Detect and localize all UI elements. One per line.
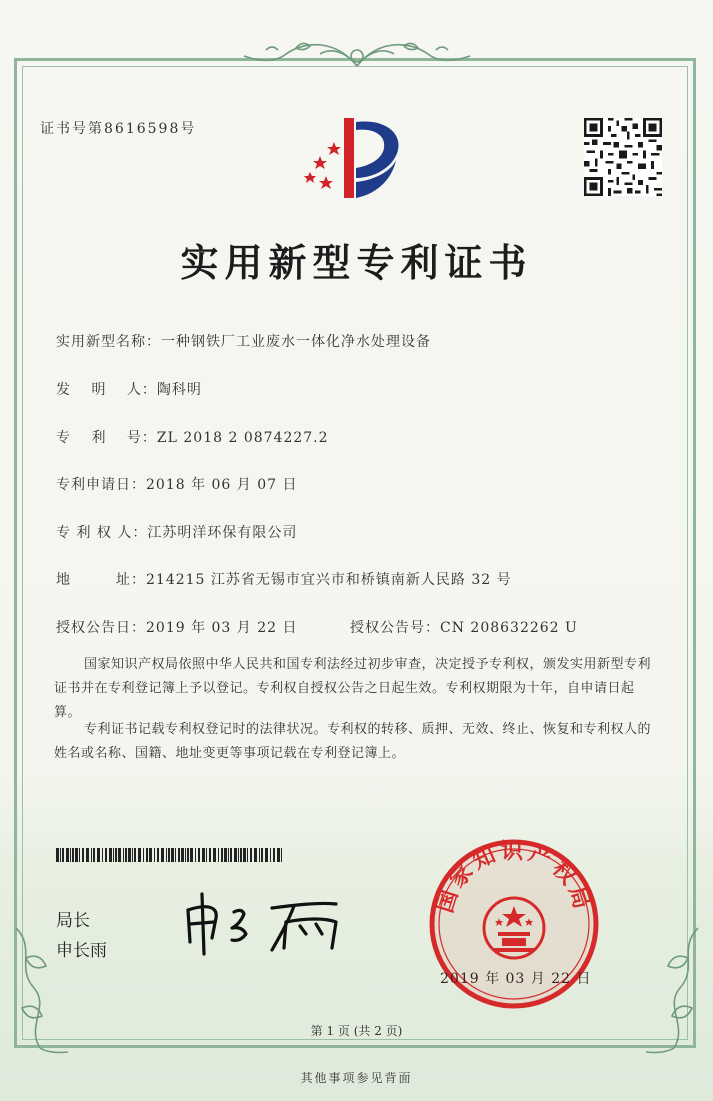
barcode-icon xyxy=(56,848,284,862)
back-side-note: 其他事项参见背面 xyxy=(300,1071,413,1085)
address-value: 214215 江苏省无锡市宜兴市和桥镇南新人民路 32 号 xyxy=(146,572,512,588)
signatory-name: 申长雨 xyxy=(56,941,107,961)
patent-office-logo-icon xyxy=(296,112,412,204)
utility-model-name: 一种钢铁厂工业废水一体化净水处理设备 xyxy=(161,334,431,350)
field-label: 地 址： xyxy=(56,572,146,588)
grant-number-row xyxy=(350,617,578,637)
grant-number: CN 208632262 U xyxy=(440,620,578,636)
grant-date-row xyxy=(56,617,298,637)
legal-status-paragraph: 专利证书记载专利权登记时的法律状况。专利权的转移、质押、无效、终止、恢复和专利权人的姓名或名称、国籍、地址变更等事项记载在专利登记簿上。 xyxy=(54,722,652,761)
field-label: 专 利 权 人： xyxy=(56,525,148,541)
grant-date: 2019 年 03 月 22 日 xyxy=(146,620,298,636)
qr-code-icon xyxy=(584,118,662,196)
page-number: 第 1 页 (共 2 页) xyxy=(310,1024,403,1038)
field-label: 授权公告号： xyxy=(350,620,440,636)
utility-model-name-row xyxy=(56,331,431,351)
patent-number-row xyxy=(56,427,329,447)
field-label: 授权公告日： xyxy=(56,620,146,636)
handwritten-signature-icon xyxy=(176,888,356,958)
inventor-row xyxy=(56,379,202,399)
signatory-title: 局长 xyxy=(56,911,90,931)
certificate-number: 证书号第8616598号 xyxy=(40,121,197,137)
field-label: 实用新型名称： xyxy=(56,334,161,350)
certificate-title: 实用新型专利证书 xyxy=(180,240,533,285)
application-date-row xyxy=(56,474,298,494)
address-row xyxy=(56,569,512,589)
patentee-row xyxy=(56,522,297,542)
patentee-name: 江苏明洋环保有限公司 xyxy=(147,525,298,541)
top-ornament-icon xyxy=(236,36,478,74)
corner-ornament-right-icon xyxy=(638,918,708,1068)
field-label: 发 明 人： xyxy=(56,382,157,398)
inventor-name: 陶科明 xyxy=(156,382,202,398)
patent-number: ZL 2018 2 0874227.2 xyxy=(156,430,329,446)
legal-statement-paragraph: 国家知识产权局依照中华人民共和国专利法经过初步审查，决定授予专利权，颁发实用新型专利证书并在专利登记簿上予以登记。专利权自授权公告之日起生效。专利权期限为十年，自申请日起算。 xyxy=(54,657,652,720)
application-date: 2018 年 06 月 07 日 xyxy=(146,477,298,493)
seal-date: 2019 年 03 月 22 日 xyxy=(440,971,592,987)
field-label: 专 利 号： xyxy=(56,430,157,446)
seal-text: 国家知识产权局 xyxy=(432,839,596,916)
field-label: 专利申请日： xyxy=(56,477,146,493)
